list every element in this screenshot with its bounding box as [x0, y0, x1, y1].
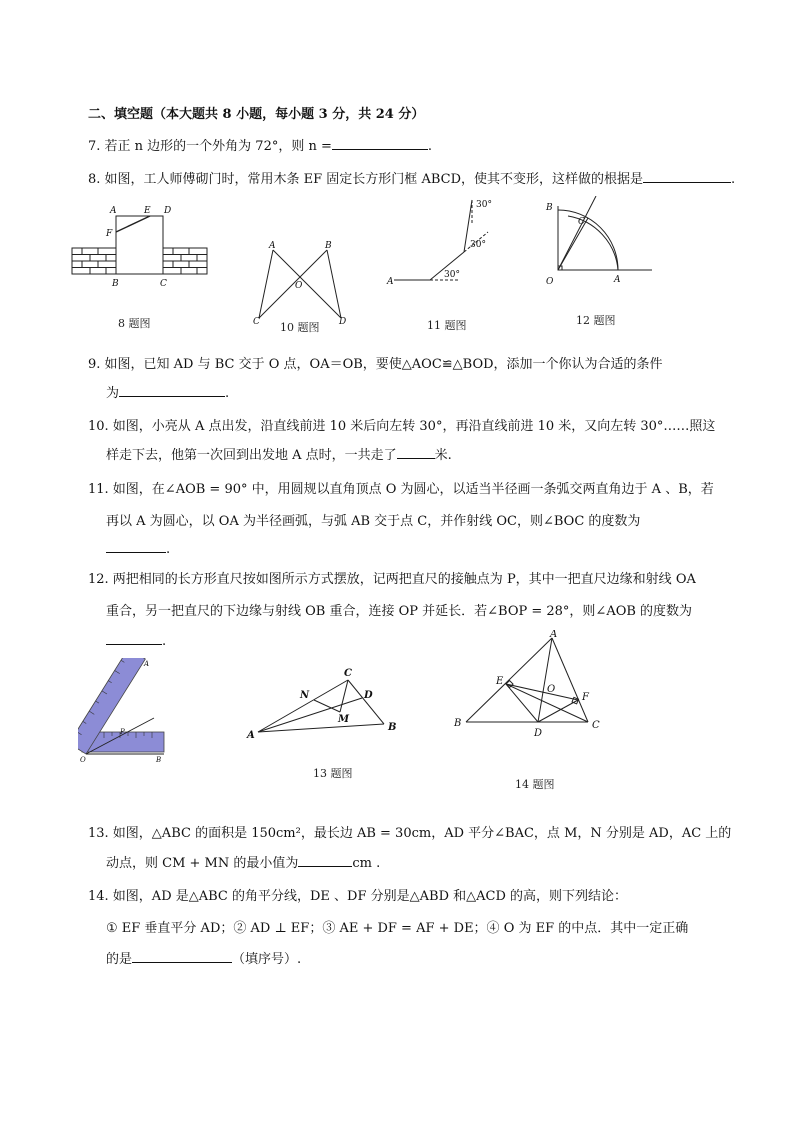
svg-text:D: D [339, 317, 347, 327]
angle-label: 30° [470, 240, 486, 250]
svg-text:O: O [546, 277, 554, 287]
question-10-cont: 样走下去，他第一次回到出发地 A 点时，一共走了 米. [106, 448, 452, 463]
answer-blank[interactable] [332, 137, 428, 150]
caption-figure-10: 10 题图 [280, 321, 320, 334]
svg-text:N: N [300, 690, 310, 701]
svg-text:A: A [269, 241, 276, 251]
caption-figure-14: 14 题图 [515, 778, 555, 791]
caption-figure-12: 12 题图 [576, 314, 616, 327]
question-7-text: 7. 若正 n 边形的一个外角为 72°，则 n = [88, 139, 332, 154]
svg-text:D: D [364, 690, 373, 701]
answer-blank[interactable] [397, 446, 435, 459]
question-8-text: 8. 如图，工人师傅砌门时，常用木条 EF 固定长方形门框 ABCD，使其不变形，这样做的根据是 [88, 172, 643, 187]
figure-10-bowtie [245, 238, 355, 328]
answer-blank[interactable] [643, 170, 731, 183]
question-11-cont: 再以 A 为圆心，以 OA 为半径画弧，与弧 AB 交于点 C，并作射线 OC，则∠BOC 的度数为 [106, 514, 641, 529]
answer-blank[interactable] [106, 632, 162, 645]
caption-figure-8: 8 题图 [118, 317, 151, 330]
figure-11-walking-path [384, 194, 494, 294]
question-13-cont: 动点，则 CM + MN 的最小值为 cm . [106, 856, 381, 871]
svg-text:B: B [156, 756, 162, 764]
svg-text:A: A [144, 660, 150, 668]
figure-8-door-frame [70, 200, 210, 295]
svg-text:F: F [106, 229, 113, 239]
svg-text:B: B [325, 241, 332, 251]
question-14: 14. 如图，AD 是△ABC 的角平分线，DE 、DF 分别是△ABD 和△ACD 的高，则下列结论： [88, 889, 628, 904]
svg-text:D: D [164, 206, 172, 216]
svg-text:A: A [387, 277, 394, 287]
svg-text:B: B [454, 718, 462, 729]
answer-blank[interactable] [119, 384, 225, 397]
svg-text:A: A [550, 630, 558, 640]
answer-blank[interactable] [298, 854, 352, 867]
svg-text:C: C [592, 720, 600, 731]
svg-text:F: F [582, 692, 589, 703]
svg-text:E: E [496, 676, 504, 687]
svg-text:E: E [144, 206, 151, 216]
caption-figure-13: 13 题图 [313, 767, 353, 780]
svg-text:O: O [547, 684, 556, 695]
question-12-answer: . [106, 632, 166, 649]
answer-blank[interactable] [132, 950, 232, 963]
caption-figure-11: 11 题图 [427, 319, 467, 332]
svg-text:B: B [112, 279, 119, 289]
question-11-answer: . [106, 540, 170, 557]
svg-text:A: A [247, 730, 255, 741]
question-7: 7. 若正 n 边形的一个外角为 72°，则 n = . [88, 139, 433, 154]
svg-text:M: M [338, 714, 350, 725]
angle-label: 30° [444, 270, 460, 280]
svg-text:A: A [110, 206, 117, 216]
question-8: 8. 如图，工人师傅砌门时，常用木条 EF 固定长方形门框 ABCD，使其不变形，这样做的根据是 . [88, 172, 736, 187]
figure-12-compass-construction [540, 196, 656, 292]
question-11: 11. 如图，在∠AOB = 90° 中，用圆规以直角顶点 O 为圆心，以适当半径画一条弧交两直角边于 A 、B，若 [88, 482, 714, 497]
figure-12-rulers [78, 658, 172, 766]
svg-text:C: C [253, 317, 260, 327]
question-12: 12. 两把相同的长方形直尺按如图所示方式摆放，记两把直尺的接触点为 P，其中一把直尺边缘和射线 OA [88, 572, 696, 587]
svg-text:B: B [388, 722, 397, 733]
section-title: 二、填空题（本大题共 8 小题，每小题 3 分，共 24 分） [88, 107, 425, 122]
svg-text:A: A [614, 275, 621, 285]
question-9: 9. 如图，已知 AD 与 BC 交于 O 点，OA＝OB，要使△AOC≌△BOD，添加一个你认为合适的条件 [88, 357, 663, 372]
question-12-cont: 重合，另一把直尺的下边缘与射线 OB 重合，连接 OP 并延长．若∠BOP = 28°，则∠AOB 的度数为 [106, 604, 693, 619]
svg-text:C: C [344, 668, 352, 679]
angle-label: 30° [476, 200, 492, 210]
figure-13-triangle [244, 664, 404, 750]
svg-text:O: O [295, 281, 303, 291]
question-14-cont: ① EF 垂直平分 AD；② AD ⊥ EF；③ AE + DF = AF + DE；④ O 为 EF 的中点．其中一定正确 [106, 921, 689, 936]
answer-blank[interactable] [106, 540, 166, 553]
svg-text:D: D [534, 728, 543, 739]
svg-text:O: O [80, 756, 86, 764]
svg-text:C: C [578, 217, 585, 227]
question-10: 10. 如图，小亮从 A 点出发，沿直线前进 10 米后向左转 30°，再沿直线前进 10 米，又向左转 30°……照这 [88, 419, 716, 434]
question-14-answer: 的是 （填序号）. [106, 952, 302, 967]
question-13: 13. 如图，△ABC 的面积是 150cm²，最长边 AB = 30cm，AD 平分∠BAC，点 M，N 分别是 AD，AC 上的 [88, 826, 732, 841]
svg-text:B: B [546, 203, 553, 213]
figure-14-triangle-bisector [452, 630, 612, 740]
svg-text:C: C [160, 279, 167, 289]
svg-text:P: P [120, 728, 125, 736]
question-9-cont: 为 . [106, 386, 230, 401]
